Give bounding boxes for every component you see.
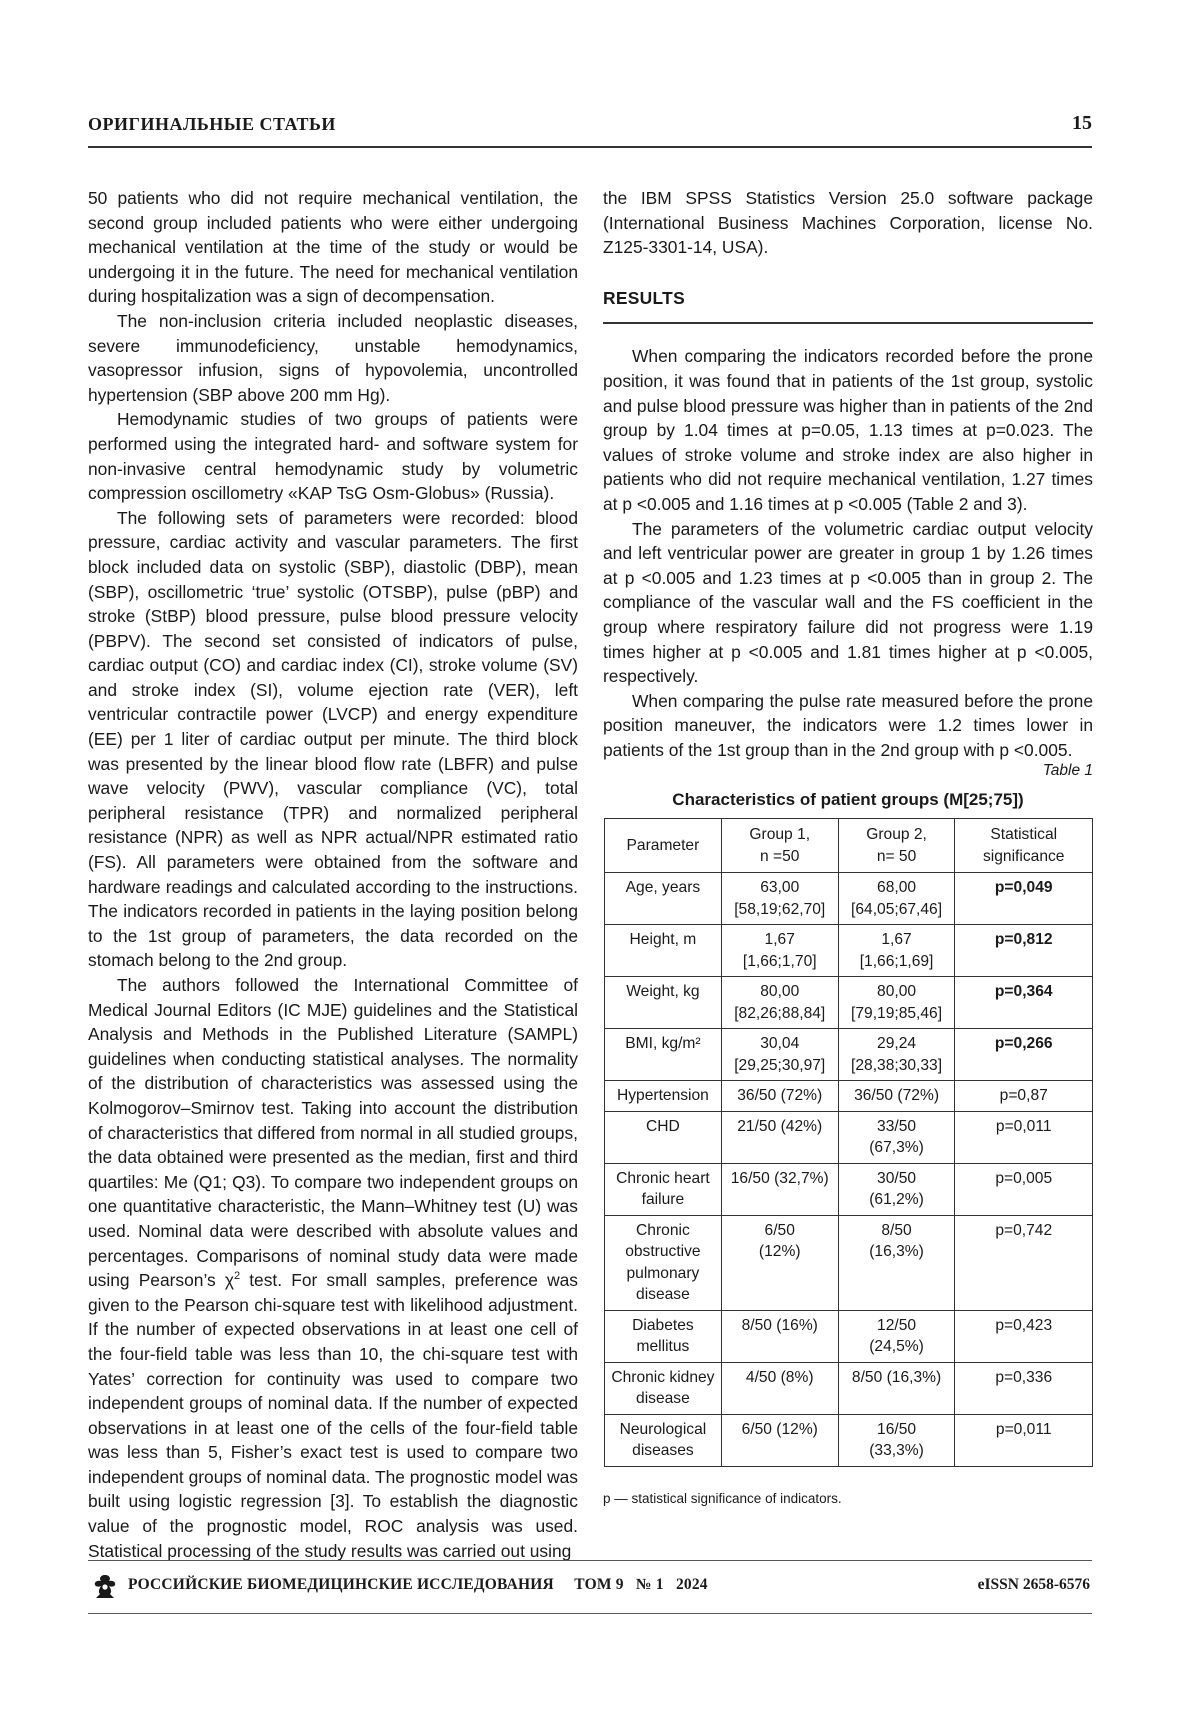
cell-group-1 [721,1215,838,1310]
cell-parameter [605,977,722,1029]
paragraph: the IBM SPSS Statistics Version 25.0 software package (International Business Machines Corporation, license No. Z125-3301-14, USA). [603,188,1093,258]
cell-line: 30,04 [760,1035,800,1052]
text-run: test. For small samples, preference was given to the Pearson chi-square test with likelihood adjustment. If the number of expected observations in at least one cell of the four-field table was less than 10, the chi-square test with Yates’ correction for continuity was used to compare two independent groups of nominal data. If the number of expected observations in at least one of the cells of the four-field table was less than 5, Fisher’s exact test is used to compare two independent groups of nominal data. The prognostic model was built using logistic regression [3]. To establish the diagnostic value of the prognostic model, ROC analysis was used. Statistical processing of the study results was carried out using [88,1270,578,1561]
cell-line: 1,67 [764,931,795,948]
cell-line: pulmonary [626,1264,700,1282]
cell-line: 4/50 (8%) [745,1368,814,1386]
cell-line: 12/50 [877,1316,917,1334]
running-header [88,110,1092,148]
cell-line: [64,05;67,46] [851,900,943,918]
table-row [605,977,1093,1029]
cell-group-2 [838,1310,955,1362]
table-label: Table 1 [1042,762,1093,779]
cell-line: 6/50 [764,1221,795,1239]
paragraph [88,973,578,1563]
header-line: Group 2, [866,826,927,843]
superscript: 2 [233,1270,241,1283]
spacer [603,324,1093,344]
cell-line: [1,66;1,70] [742,952,817,970]
cell-group-2 [838,1163,955,1215]
cell-line: 36/50 (72%) [737,1087,823,1104]
cell-parameter [605,873,722,925]
cell-group-1 [721,1111,838,1163]
results-heading: RESULTS [603,286,1093,325]
cell-parameter [605,1414,722,1466]
cell-line: [79,19;85,46] [851,1004,943,1022]
cell-parameter [605,1081,722,1112]
cell-line: 80,00 [877,983,917,1000]
cell-line: mellitus [636,1338,690,1355]
header-group-1 [721,819,838,873]
cell-line: Height, m [629,931,697,948]
cell-line: 33/50 [877,1117,917,1135]
table-header-row [605,819,1093,873]
cell-line: (67,3%) [869,1139,924,1156]
journal-name: РОССИЙСКИЕ БИОМЕДИЦИНСКИЕ ИССЛЕДОВАНИЯ ТОМ 9 № 1 2024 [128,1576,708,1593]
cell-line: 21/50 (42%) [737,1117,823,1135]
page-number: 15 [1072,112,1092,134]
cell-line: [1,66;1,69] [859,952,934,970]
cell-line: [28,38;30,33] [851,1056,943,1074]
cell-parameter [605,1029,722,1081]
cell-group-1 [721,977,838,1029]
table-row [605,925,1093,977]
cell-group-2 [838,1029,955,1081]
cell-significance: p=0,812 [955,925,1093,977]
journal-issn: eISSN 2658-6576 [977,1576,1090,1593]
cell-line: 80,00 [760,983,800,1000]
cell-line: obstructive [625,1243,701,1260]
table-row [605,1163,1093,1215]
cell-line: (24,5%) [869,1338,924,1355]
header-line: Statistical [990,826,1058,843]
cell-line: (61,2%) [869,1191,924,1208]
header-line: Group 1, [749,826,811,843]
cell-group-1 [721,1163,838,1215]
cell-line: (16,3%) [869,1243,924,1260]
cell-significance: p=0,423 [955,1310,1093,1362]
table-row [605,1111,1093,1163]
cell-parameter [605,1362,722,1414]
paragraph: 50 patients who did not require mechanical ventilation, the second group included patients who were either undergoing mechanical ventilation at the time of the study or would be undergoing it in the future. The need for mechanical ventilation during hospitalization was a sign of decompensation. [88,188,578,307]
cell-line: 30/50 [877,1169,917,1187]
paragraph: The non-inclusion criteria included neoplastic diseases, severe immunodeficiency, unstable hemodynamics, vasopressor infusion, signs of hypovolemia, uncontrolled hypertension (SBP above 200 mm Hg). [88,310,578,405]
cell-line: (12%) [758,1243,801,1260]
cell-line: Chronic [636,1221,690,1239]
cell-line: 8/50 [881,1221,912,1239]
cell-line: 16/50 (32,7%) [730,1169,829,1187]
cell-line: BMI, kg/m² [625,1035,701,1052]
cell-group-1 [721,1362,838,1414]
cell-line: [58,19;62,70] [734,900,826,918]
header-line: significance [982,847,1065,865]
table-row [605,1414,1093,1466]
cell-parameter [605,1310,722,1362]
table-row [605,1310,1093,1362]
cell-line: Weight, kg [626,983,700,1000]
header-line: n= 50 [876,847,917,865]
cell-significance: p=0,87 [955,1081,1093,1112]
cell-parameter [605,925,722,977]
cell-parameter [605,1215,722,1310]
cell-group-1 [721,1081,838,1112]
table-title: Characteristics of patient groups (M[25;75]) [672,790,1024,809]
journal-emblem-icon [90,1572,120,1602]
cell-parameter [605,1111,722,1163]
cell-line: CHD [646,1117,680,1135]
right-column [603,186,1093,762]
cell-parameter [605,1163,722,1215]
paragraph: When comparing the indicators recorded before the prone position, it was found that in patients of the 1st group, systolic and pulse blood pressure was higher than in patients of the 2nd group by 1.04 times at p=0.05, 1.13 times at p=0.023. The values of stroke volume and stroke index are also higher in patients who did not require mechanical ventilation, 1.27 times at p <0.005 and 1.16 times at p <0.005 (Table 2 and 3). [603,346,1093,514]
table-row [605,873,1093,925]
header-significance [955,819,1093,873]
section-title: ОРИГИНАЛЬНЫЕ СТАТЬИ [88,114,336,134]
text-run: The authors followed the International Committee of Medical Journal Editors (IC MJE) guidelines and the Statistical Analysis and Methods in the Published Literature (SAMPL) guidelines when conducting statistical analyses. The normality of the distribution of characteristics was assessed using the Kolmogorov–Smirnov test. Taking into account the distribution of characteristics that differed from normal in all studied groups, the data obtained were presented as the median, first and third quartiles: Me (Q1; Q3). To compare two independent groups on one quantitative characteristic, the Mann–Whitney test (U) was used. Nominal data were described with absolute values and percentages. Comparisons of nominal study data were made using Pearson’s χ [88,975,578,1291]
cell-group-1 [721,873,838,925]
table-row [605,1362,1093,1414]
cell-group-2 [838,873,955,925]
cell-group-1 [721,1310,838,1362]
cell-line: Chronic kidney [611,1368,715,1386]
cell-line: 68,00 [877,879,917,896]
cell-group-1 [721,1029,838,1081]
cell-line: Chronic heart [616,1169,710,1187]
cell-group-2 [838,1215,955,1310]
cell-line: [82,26;88,84] [734,1004,826,1022]
cell-line: (33,3%) [869,1442,924,1459]
cell-group-2 [838,1111,955,1163]
cell-significance: p=0,011 [955,1111,1093,1163]
cell-line: Diabetes [632,1316,694,1334]
table-body [605,873,1093,1467]
cell-line: disease [636,1390,690,1407]
paragraph: The following sets of parameters were recorded: blood pressure, cardiac activity and vascular parameters. The first block included data on systolic (SBP), diastolic (DBP), mean (SBP), oscillometric ‘true’ systolic (OTSBP), pulse (pBP) and stroke (StBP) blood pressure, pulse blood pressure velocity (PBPV). The second set consisted of indicators of pulse, cardiac output (CO) and cardiac index (CI), stroke volume (SV) and stroke index (SI), volume ejection rate (VER), left ventricular contractile power (LVCP) and energy expenditure (EE) per 1 liter of cardiac output per minute. The third block was presented by the linear blood flow rate (LBFR) and pulse wave velocity (PWV), vascular compliance (VC), total peripheral resistance (TPR) and normalized peripheral resistance (NPR) as well as NPR actual/NPR estimated ratio (FS). All parameters were obtained from the software and hardware readings and calculated according to the instructions. The indicators recorded in patients in the laying position belong to the 1st group of parameters, the data recorded on the stomach belong to the 2nd group. [88,507,578,971]
cell-group-2 [838,925,955,977]
cell-group-1 [721,1414,838,1466]
cell-significance: p=0,011 [955,1414,1093,1466]
cell-line: 1,67 [881,931,912,948]
header-parameter: Parameter [605,819,722,873]
patient-characteristics-table [604,818,1093,1467]
cell-significance: p=0,336 [955,1362,1093,1414]
cell-group-2 [838,1081,955,1112]
table-row [605,1081,1093,1112]
table-row [605,1029,1093,1081]
cell-line: 36/50 (72%) [854,1087,940,1104]
cell-line: failure [641,1191,685,1208]
header-line: n =50 [760,847,800,865]
cell-group-1 [721,925,838,977]
cell-line: 16/50 [877,1420,917,1438]
left-column [88,186,578,1563]
header-group-2 [838,819,955,873]
cell-significance: p=0,742 [955,1215,1093,1310]
cell-significance: p=0,005 [955,1163,1093,1215]
cell-line: 63,00 [760,879,800,896]
cell-group-2 [838,1414,955,1466]
paragraph: Hemodynamic studies of two groups of patients were performed using the integrated hard- and software system for non-invasive central hemodynamic study by volumetric compression oscillometry «KAP TsG Osm-Globus» (Russia). [88,409,578,504]
cell-group-2 [838,1362,955,1414]
cell-line: 6/50 (12%) [741,1420,818,1438]
table-footnote: p — statistical significance of indicators. [603,1491,842,1506]
paragraph: When comparing the pulse rate measured before the prone position maneuver, the indicators were 1.2 times lower in patients of the 1st group than in the 2nd group with p <0.005. [603,690,1093,760]
cell-line: Hypertension [616,1087,709,1104]
cell-line: 8/50 (16,3%) [851,1368,942,1386]
cell-group-2 [838,977,955,1029]
cell-significance: p=0,364 [955,977,1093,1029]
cell-line: Neurological [619,1420,707,1438]
cell-significance: p=0,266 [955,1029,1093,1081]
cell-line: 8/50 (16%) [741,1316,818,1334]
cell-line: [29,25;30,97] [734,1056,826,1074]
running-footer [88,1560,1092,1614]
table-row [605,1215,1093,1310]
cell-line: diseases [632,1442,694,1459]
cell-line: 29,24 [877,1035,917,1052]
cell-significance: p=0,049 [955,873,1093,925]
paragraph: The parameters of the volumetric cardiac output velocity and left ventricular power are greater in group 1 by 1.26 times at p <0.005 and 1.23 times at p <0.005 than in group 2. The compliance of the vascular wall and the FS coefficient in the group where respiratory failure did not progress were 1.19 times higher at p <0.005 and 1.81 times higher at p <0.005, respectively. [603,518,1093,687]
cell-line: disease [636,1286,690,1303]
cell-line: Age, years [625,879,701,896]
